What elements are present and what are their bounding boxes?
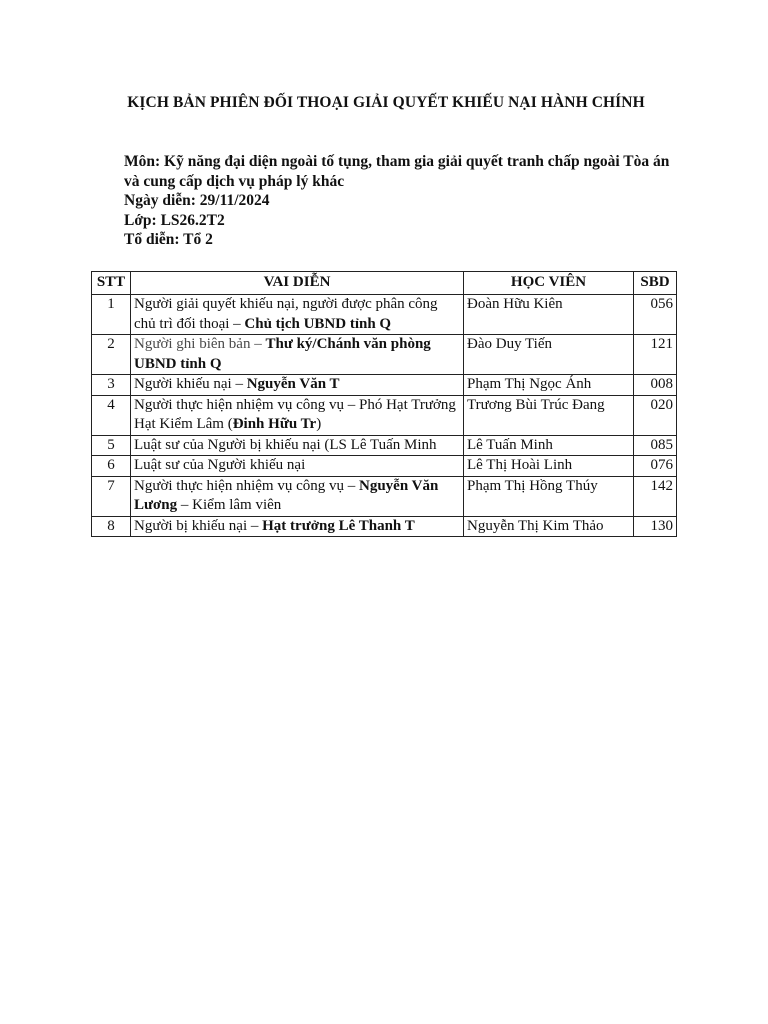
role-text: Người bị khiếu nại – bbox=[134, 517, 263, 534]
cell-stt: 7 bbox=[92, 476, 131, 516]
cell-student: Phạm Thị Ngọc Ánh bbox=[464, 375, 634, 396]
cell-stt: 8 bbox=[92, 516, 131, 537]
table-row bbox=[92, 476, 677, 516]
table-row bbox=[92, 295, 677, 335]
cell-student: Lê Tuấn Minh bbox=[464, 435, 634, 456]
cell-sbd: 008 bbox=[634, 375, 677, 396]
table-row bbox=[92, 395, 677, 435]
cell-stt: 5 bbox=[92, 435, 131, 456]
table-row bbox=[92, 375, 677, 396]
cell-sbd: 142 bbox=[634, 476, 677, 516]
cell-stt: 4 bbox=[92, 395, 131, 435]
cell-sbd: 121 bbox=[634, 335, 677, 375]
role-text: Người khiếu nại – bbox=[134, 376, 247, 392]
role-name: Chủ tịch UBND tỉnh Q bbox=[244, 315, 392, 332]
cell-sbd: 130 bbox=[634, 516, 677, 537]
cell-student: Đoàn Hữu Kiên bbox=[464, 295, 634, 335]
cell-student: Phạm Thị Hồng Thúy bbox=[464, 476, 634, 516]
cell-role bbox=[131, 456, 464, 477]
header-student: HỌC VIÊN bbox=[464, 272, 634, 295]
document-title: KỊCH BẢN PHIÊN ĐỐI THOẠI GIẢI QUYẾT KHIẾU NẠI HÀNH CHÍNH bbox=[127, 94, 645, 111]
class-line: Lớp: LS26.2T2 bbox=[124, 211, 225, 229]
cell-student: Nguyễn Thị Kim Thảo bbox=[464, 516, 634, 537]
role-text: Người thực hiện nhiệm vụ công vụ – bbox=[134, 477, 359, 494]
cell-sbd: 056 bbox=[634, 295, 677, 335]
role-text: Người thực hiện nhiệm vụ công vụ – Phó Hạt Trưởng Hạt Kiểm Lâm ( bbox=[134, 396, 456, 432]
cell-stt: 1 bbox=[92, 295, 131, 335]
cell-role bbox=[131, 435, 464, 456]
cell-role bbox=[131, 295, 464, 335]
date-line: Ngày diễn: 29/11/2024 bbox=[124, 192, 270, 209]
cell-role bbox=[131, 395, 464, 435]
cell-role bbox=[131, 375, 464, 396]
cell-stt: 6 bbox=[92, 456, 131, 477]
cell-role bbox=[131, 335, 464, 375]
cell-student: Trương Bùi Trúc Đang bbox=[464, 395, 634, 435]
role-name: Nguyễn Văn Lương bbox=[134, 477, 439, 513]
table-row bbox=[92, 456, 677, 477]
cell-role bbox=[131, 516, 464, 537]
role-text: Luật sư của Người khiếu nại bbox=[134, 457, 306, 473]
role-suffix: ) bbox=[316, 416, 322, 432]
group-line: Tổ diễn: Tổ 2 bbox=[124, 231, 213, 248]
role-suffix: – Kiểm lâm viên bbox=[177, 497, 282, 513]
cell-role bbox=[131, 476, 464, 516]
role-name: Thư ký/Chánh văn phòng UBND tỉnh Q bbox=[134, 336, 431, 372]
cell-student: Đào Duy Tiến bbox=[464, 335, 634, 375]
table-row bbox=[92, 435, 677, 456]
cell-sbd: 085 bbox=[634, 435, 677, 456]
table-header-row bbox=[92, 272, 677, 295]
header-stt: STT bbox=[92, 272, 131, 295]
cell-stt: 3 bbox=[92, 375, 131, 396]
header-sbd: SBD bbox=[634, 272, 677, 295]
role-name: Hạt trưởng Lê Thanh T bbox=[262, 517, 415, 534]
role-name: Đinh Hữu Tr bbox=[232, 416, 317, 432]
cell-sbd: 076 bbox=[634, 456, 677, 477]
role-text: Người ghi biên bản – bbox=[134, 336, 266, 352]
cell-student: Lê Thị Hoài Linh bbox=[464, 456, 634, 477]
cell-sbd: 020 bbox=[634, 395, 677, 435]
cell-stt: 2 bbox=[92, 335, 131, 375]
role-name: Nguyễn Văn T bbox=[246, 376, 340, 392]
roster-table bbox=[91, 271, 677, 537]
role-text: Người giải quyết khiếu nại, người được phân công chủ trì đối thoại – bbox=[134, 296, 438, 332]
header-role: VAI DIỄN bbox=[131, 272, 464, 295]
role-text: Luật sư của Người bị khiếu nại (LS Lê Tuấn Minh bbox=[134, 436, 437, 453]
table-row bbox=[92, 516, 677, 537]
subject-line: Môn: Kỹ năng đại diện ngoài tố tụng, tham gia giải quyết tranh chấp ngoài Tòa án và cung cấp dịch vụ pháp lý khác bbox=[124, 153, 670, 190]
document-meta bbox=[124, 152, 684, 250]
table-row bbox=[92, 335, 677, 375]
